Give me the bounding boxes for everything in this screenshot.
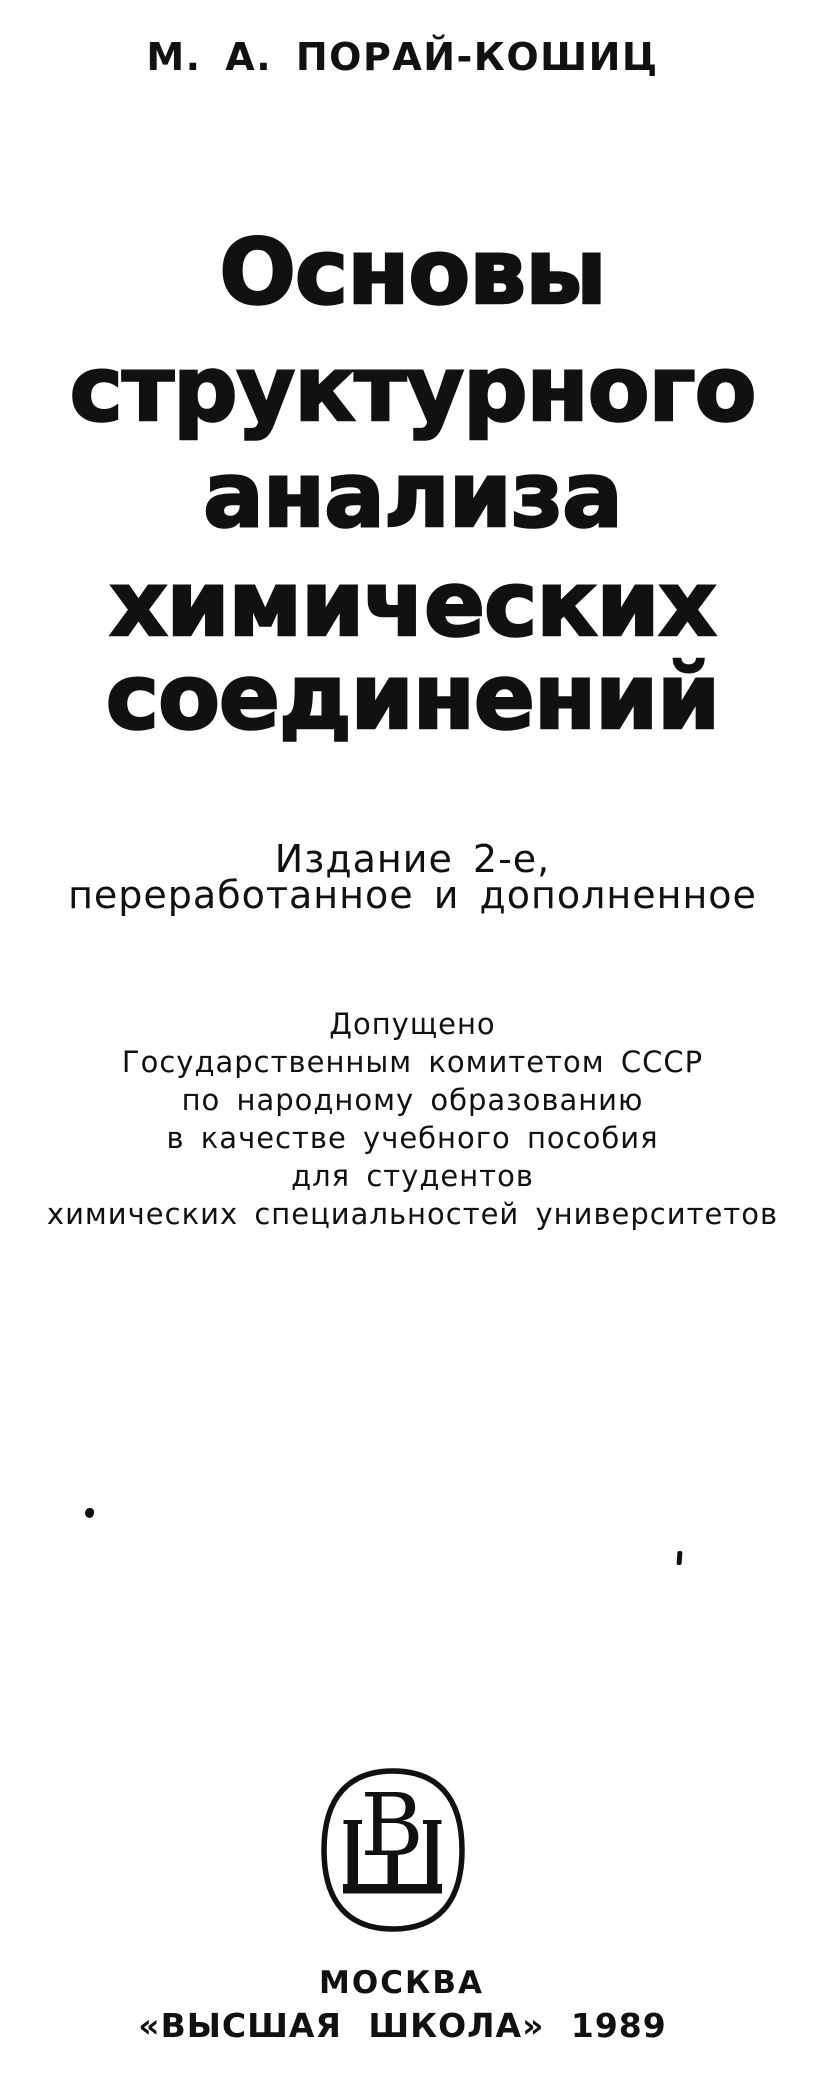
author-line: М. А. ПОРАЙ-КОШИЦ: [146, 35, 659, 79]
edition-note-line-1: Издание 2-е,: [274, 837, 551, 881]
publisher-logo-vysshaya-shkola-icon: [318, 1765, 468, 1935]
book-title-line-1: Основы: [219, 220, 606, 325]
ink-speck-right: [677, 1551, 683, 1565]
book-title-line-5: соединений: [105, 645, 720, 750]
approval-note: [0, 1005, 825, 1233]
approval-line-6: химических специальностей университетов: [46, 1197, 779, 1231]
approval-line-4: в качестве учебного пособия: [166, 1121, 659, 1155]
book-title-line-4: химических: [109, 552, 716, 657]
approval-line-5: для студентов: [291, 1159, 534, 1193]
imprint-line: «ВЫСШАЯ ШКОЛА» 1989: [138, 2006, 667, 2045]
ink-speck-left: [85, 1508, 94, 1518]
approval-line-2: Государственным комитетом СССР: [121, 1045, 704, 1079]
book-title-line-3: анализа: [203, 443, 622, 548]
logo-letter-b: В: [360, 1776, 424, 1876]
approval-line-3: по народному образованию: [181, 1083, 644, 1117]
approval-line-1: Допущено: [329, 1007, 496, 1041]
edition-note-line-2: переработанное и дополненное: [68, 873, 757, 917]
book-title-line-2: структурного: [69, 337, 756, 442]
city-line: МОСКВА: [319, 1965, 484, 2001]
publisher-logo-svg: [318, 1765, 468, 1935]
